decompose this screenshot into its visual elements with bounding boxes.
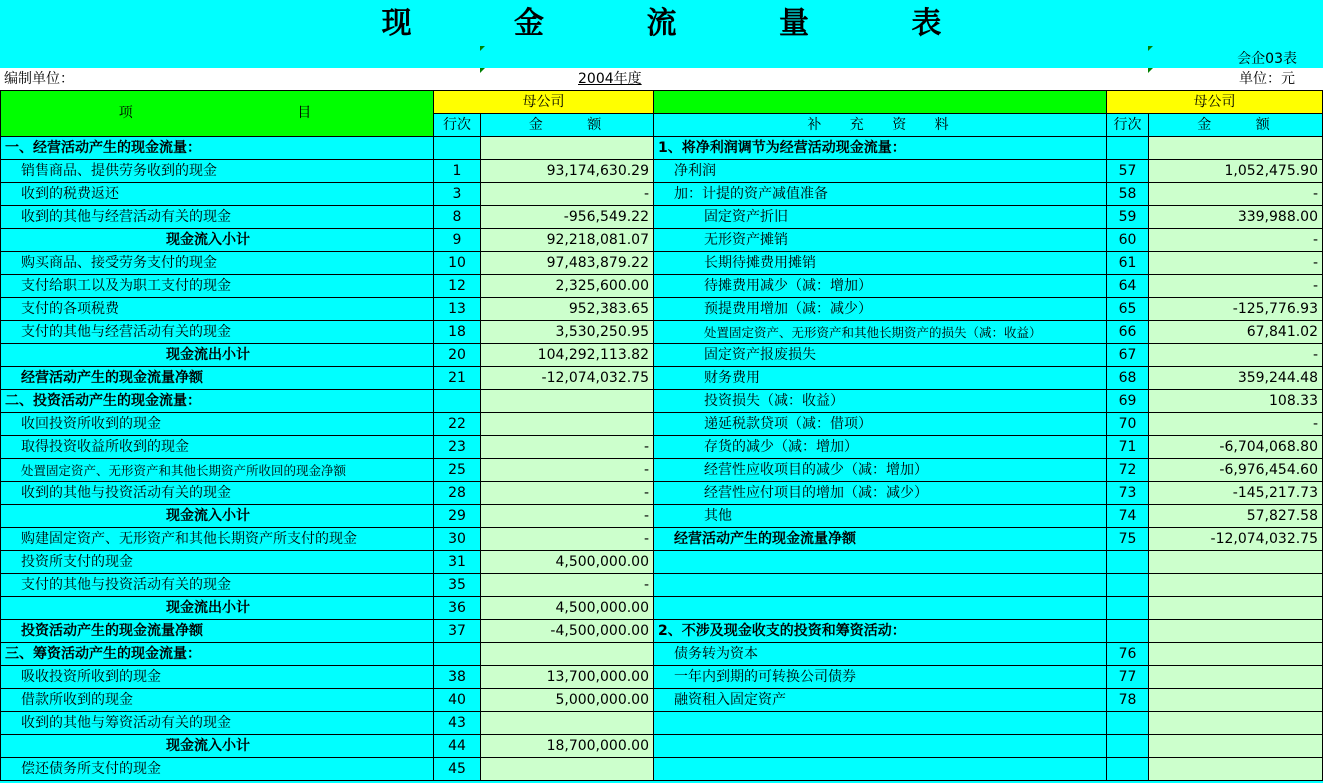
right-row-no xyxy=(1107,574,1149,597)
left-row-no: 40 xyxy=(434,689,481,712)
left-row-no xyxy=(434,137,481,160)
prepared-by-label: 编制单位： xyxy=(4,71,74,87)
left-amount: 3,530,250.95 xyxy=(481,321,654,344)
left-row-no: 18 xyxy=(434,321,481,344)
table-row xyxy=(1,758,1323,781)
right-row-no: 69 xyxy=(1107,390,1149,413)
right-row-no xyxy=(1107,712,1149,735)
left-amount xyxy=(481,758,654,781)
right-amount xyxy=(1149,574,1323,597)
right-row-no: 66 xyxy=(1107,321,1149,344)
table-row xyxy=(1,643,1323,666)
header-blank xyxy=(654,91,1107,114)
left-item-label: 现金流入小计 xyxy=(1,735,434,758)
left-item-label: 投资活动产生的现金流量净额 xyxy=(1,620,434,643)
left-row-no: 21 xyxy=(434,367,481,390)
right-amount xyxy=(1149,597,1323,620)
right-amount: -125,776.93 xyxy=(1149,298,1323,321)
table-row xyxy=(1,413,1323,436)
header-parent-company: 母公司 xyxy=(434,91,654,114)
left-row-no: 31 xyxy=(434,551,481,574)
right-row-no xyxy=(1107,620,1149,643)
table-row xyxy=(1,597,1323,620)
left-row-no: 22 xyxy=(434,413,481,436)
table-row xyxy=(1,206,1323,229)
left-item-label: 收到的其他与经营活动有关的现金 xyxy=(1,206,434,229)
right-amount: - xyxy=(1149,344,1323,367)
right-row-no xyxy=(1107,551,1149,574)
right-row-no xyxy=(1107,137,1149,160)
right-item-label: 固定资产报废损失 xyxy=(654,344,1107,367)
right-item-label: 一年内到期的可转换公司债券 xyxy=(654,666,1107,689)
left-amount: 2,325,600.00 xyxy=(481,275,654,298)
left-row-no: 44 xyxy=(434,735,481,758)
table-row xyxy=(1,551,1323,574)
left-amount: 18,700,000.00 xyxy=(481,735,654,758)
right-row-no: 73 xyxy=(1107,482,1149,505)
comment-marker xyxy=(480,68,485,73)
left-row-no: 13 xyxy=(434,298,481,321)
right-row-no: 71 xyxy=(1107,436,1149,459)
left-row-no: 9 xyxy=(434,229,481,252)
left-item-label: 收到的其他与筹资活动有关的现金 xyxy=(1,712,434,735)
info-band xyxy=(0,68,1323,91)
table-row xyxy=(1,390,1323,413)
table-row xyxy=(1,712,1323,735)
left-amount: - xyxy=(481,505,654,528)
right-item-label xyxy=(654,597,1107,620)
table-row xyxy=(1,321,1323,344)
left-item-label: 吸收投资所收到的现金 xyxy=(1,666,434,689)
right-row-no: 61 xyxy=(1107,252,1149,275)
left-item-label: 购建固定资产、无形资产和其他长期资产所支付的现金 xyxy=(1,528,434,551)
right-row-no: 74 xyxy=(1107,505,1149,528)
right-row-no: 64 xyxy=(1107,275,1149,298)
table-row xyxy=(1,528,1323,551)
left-item-label: 支付的其他与投资活动有关的现金 xyxy=(1,574,434,597)
left-item-label: 现金流出小计 xyxy=(1,344,434,367)
left-item-label: 现金流入小计 xyxy=(1,229,434,252)
year-label: 2004年度 xyxy=(578,71,642,87)
right-item-label: 融资租入固定资产 xyxy=(654,689,1107,712)
right-row-no xyxy=(1107,597,1149,620)
right-item-label: 经营活动产生的现金流量净额 xyxy=(654,528,1107,551)
right-amount xyxy=(1149,551,1323,574)
table-row xyxy=(1,459,1323,482)
left-row-no: 29 xyxy=(434,505,481,528)
right-amount: - xyxy=(1149,252,1323,275)
right-row-no: 65 xyxy=(1107,298,1149,321)
right-amount: -6,976,454.60 xyxy=(1149,459,1323,482)
right-item-label: 其他 xyxy=(654,505,1107,528)
right-amount: - xyxy=(1149,275,1323,298)
table-row xyxy=(1,689,1323,712)
left-row-no: 25 xyxy=(434,459,481,482)
left-amount: 93,174,630.29 xyxy=(481,160,654,183)
left-row-no xyxy=(434,643,481,666)
right-item-label xyxy=(654,735,1107,758)
right-amount xyxy=(1149,643,1323,666)
right-item-label: 无形资产摊销 xyxy=(654,229,1107,252)
table-row xyxy=(1,367,1323,390)
left-item-label: 支付的其他与经营活动有关的现金 xyxy=(1,321,434,344)
right-amount: 67,841.02 xyxy=(1149,321,1323,344)
left-amount: 4,500,000.00 xyxy=(481,551,654,574)
right-amount: - xyxy=(1149,183,1323,206)
left-amount: 13,700,000.00 xyxy=(481,666,654,689)
right-item-label: 债务转为资本 xyxy=(654,643,1107,666)
left-row-no: 23 xyxy=(434,436,481,459)
left-item-label: 投资所支付的现金 xyxy=(1,551,434,574)
left-amount xyxy=(481,137,654,160)
right-amount: 108.33 xyxy=(1149,390,1323,413)
right-item-label: 经营性应收项目的减少（减：增加） xyxy=(654,459,1107,482)
left-row-no: 30 xyxy=(434,528,481,551)
table-row xyxy=(1,344,1323,367)
left-item-label: 现金流出小计 xyxy=(1,597,434,620)
page-title: 现 金 流 量 表 xyxy=(381,6,988,41)
right-row-no: 78 xyxy=(1107,689,1149,712)
left-row-no: 20 xyxy=(434,344,481,367)
table-row xyxy=(1,735,1323,758)
header-amount: 金 额 xyxy=(481,114,654,137)
right-amount xyxy=(1149,712,1323,735)
comment-marker xyxy=(480,46,485,51)
table-row xyxy=(1,620,1323,643)
right-item-label: 1、将净利润调节为经营活动现金流量： xyxy=(654,137,1107,160)
table-row xyxy=(1,482,1323,505)
left-item-label: 购买商品、接受劳务支付的现金 xyxy=(1,252,434,275)
table-row xyxy=(1,160,1323,183)
right-amount: -6,704,068.80 xyxy=(1149,436,1323,459)
right-row-no: 72 xyxy=(1107,459,1149,482)
right-amount: 1,052,475.90 xyxy=(1149,160,1323,183)
right-amount: - xyxy=(1149,229,1323,252)
cash-flow-sheet xyxy=(0,90,1323,781)
right-row-no: 77 xyxy=(1107,666,1149,689)
header-row-no: 行次 xyxy=(434,114,481,137)
left-item-label: 处置固定资产、无形资产和其他长期资产所收回的现金净额 xyxy=(1,459,434,482)
right-amount: 57,827.58 xyxy=(1149,505,1323,528)
left-amount: 5,000,000.00 xyxy=(481,689,654,712)
right-row-no: 75 xyxy=(1107,528,1149,551)
left-item-label: 收到的税费返还 xyxy=(1,183,434,206)
left-item-label: 经营活动产生的现金流量净额 xyxy=(1,367,434,390)
left-row-no: 36 xyxy=(434,597,481,620)
right-item-label: 长期待摊费用摊销 xyxy=(654,252,1107,275)
table-row xyxy=(1,275,1323,298)
left-item-label: 支付的各项税费 xyxy=(1,298,434,321)
right-item-label: 待摊费用减少（减：增加） xyxy=(654,275,1107,298)
header-item: 项 目 xyxy=(1,91,434,137)
right-amount: 339,988.00 xyxy=(1149,206,1323,229)
left-item-label: 取得投资收益所收到的现金 xyxy=(1,436,434,459)
right-amount xyxy=(1149,689,1323,712)
left-amount: 92,218,081.07 xyxy=(481,229,654,252)
right-row-no: 58 xyxy=(1107,183,1149,206)
right-item-label: 经营性应付项目的增加（减：减少） xyxy=(654,482,1107,505)
left-amount: - xyxy=(481,482,654,505)
right-row-no: 59 xyxy=(1107,206,1149,229)
header-parent-company-right: 母公司 xyxy=(1107,91,1323,114)
right-item-label: 预提费用增加（减：减少） xyxy=(654,298,1107,321)
left-item-label: 支付给职工以及为职工支付的现金 xyxy=(1,275,434,298)
table-row xyxy=(1,298,1323,321)
right-row-no: 76 xyxy=(1107,643,1149,666)
right-amount: -12,074,032.75 xyxy=(1149,528,1323,551)
left-row-no: 45 xyxy=(434,758,481,781)
right-row-no: 70 xyxy=(1107,413,1149,436)
right-item-label: 净利润 xyxy=(654,160,1107,183)
left-row-no: 10 xyxy=(434,252,481,275)
left-amount xyxy=(481,390,654,413)
left-amount xyxy=(481,712,654,735)
left-item-label: 一、经营活动产生的现金流量： xyxy=(1,137,434,160)
left-item-label: 现金流入小计 xyxy=(1,505,434,528)
left-amount: -12,074,032.75 xyxy=(481,367,654,390)
left-item-label: 二、投资活动产生的现金流量： xyxy=(1,390,434,413)
table-row xyxy=(1,137,1323,160)
left-item-label: 收回投资所收到的现金 xyxy=(1,413,434,436)
comment-marker xyxy=(1148,46,1153,51)
left-row-no: 8 xyxy=(434,206,481,229)
right-item-label: 财务费用 xyxy=(654,367,1107,390)
right-item-label xyxy=(654,574,1107,597)
right-item-label: 固定资产折旧 xyxy=(654,206,1107,229)
left-amount: 952,383.65 xyxy=(481,298,654,321)
right-row-no: 67 xyxy=(1107,344,1149,367)
left-amount: -956,549.22 xyxy=(481,206,654,229)
right-amount xyxy=(1149,666,1323,689)
right-amount xyxy=(1149,620,1323,643)
left-item-label: 销售商品、提供劳务收到的现金 xyxy=(1,160,434,183)
left-amount: -4,500,000.00 xyxy=(481,620,654,643)
left-amount: - xyxy=(481,436,654,459)
left-amount: - xyxy=(481,183,654,206)
right-amount xyxy=(1149,758,1323,781)
left-row-no: 43 xyxy=(434,712,481,735)
left-row-no: 37 xyxy=(434,620,481,643)
unit-label: 单位：元 xyxy=(1239,71,1295,87)
left-row-no xyxy=(434,390,481,413)
header-supplementary: 补 充 资 料 xyxy=(654,114,1107,137)
right-row-no xyxy=(1107,758,1149,781)
left-amount xyxy=(481,413,654,436)
header-row-no-right: 行次 xyxy=(1107,114,1149,137)
left-item-label: 偿还债务所支付的现金 xyxy=(1,758,434,781)
left-amount: - xyxy=(481,459,654,482)
form-code: 会企03表 xyxy=(1237,51,1297,67)
left-row-no: 35 xyxy=(434,574,481,597)
left-item-label: 收到的其他与投资活动有关的现金 xyxy=(1,482,434,505)
left-amount: 104,292,113.82 xyxy=(481,344,654,367)
right-amount xyxy=(1149,137,1323,160)
right-item-label: 处置固定资产、无形资产和其他长期资产的损失（减：收益） xyxy=(654,321,1107,344)
left-amount xyxy=(481,643,654,666)
right-item-label xyxy=(654,551,1107,574)
right-row-no: 57 xyxy=(1107,160,1149,183)
right-row-no: 60 xyxy=(1107,229,1149,252)
right-item-label: 存货的减少（减：增加） xyxy=(654,436,1107,459)
table-row xyxy=(1,436,1323,459)
table-row xyxy=(1,505,1323,528)
left-row-no: 3 xyxy=(434,183,481,206)
table-row xyxy=(1,574,1323,597)
left-row-no: 1 xyxy=(434,160,481,183)
right-item-label: 加：计提的资产减值准备 xyxy=(654,183,1107,206)
right-amount: -145,217.73 xyxy=(1149,482,1323,505)
left-item-label: 三、筹资活动产生的现金流量： xyxy=(1,643,434,666)
table-row xyxy=(1,666,1323,689)
right-item-label: 递延税款贷项（减：借项） xyxy=(654,413,1107,436)
right-amount: 359,244.48 xyxy=(1149,367,1323,390)
right-amount xyxy=(1149,735,1323,758)
left-row-no: 28 xyxy=(434,482,481,505)
left-item-label: 借款所收到的现金 xyxy=(1,689,434,712)
table-row xyxy=(1,252,1323,275)
right-item-label xyxy=(654,758,1107,781)
left-amount: 4,500,000.00 xyxy=(481,597,654,620)
left-amount: - xyxy=(481,528,654,551)
left-amount: 97,483,879.22 xyxy=(481,252,654,275)
right-amount: - xyxy=(1149,413,1323,436)
header-amount-right: 金 额 xyxy=(1149,114,1323,137)
right-row-no xyxy=(1107,735,1149,758)
right-item-label: 投资损失（减：收益） xyxy=(654,390,1107,413)
left-row-no: 12 xyxy=(434,275,481,298)
table-row xyxy=(1,229,1323,252)
table-row xyxy=(1,183,1323,206)
right-row-no: 68 xyxy=(1107,367,1149,390)
left-amount: - xyxy=(481,574,654,597)
right-item-label xyxy=(654,712,1107,735)
left-row-no: 38 xyxy=(434,666,481,689)
right-item-label: 2、不涉及现金收支的投资和筹资活动： xyxy=(654,620,1107,643)
comment-marker xyxy=(1148,68,1153,73)
